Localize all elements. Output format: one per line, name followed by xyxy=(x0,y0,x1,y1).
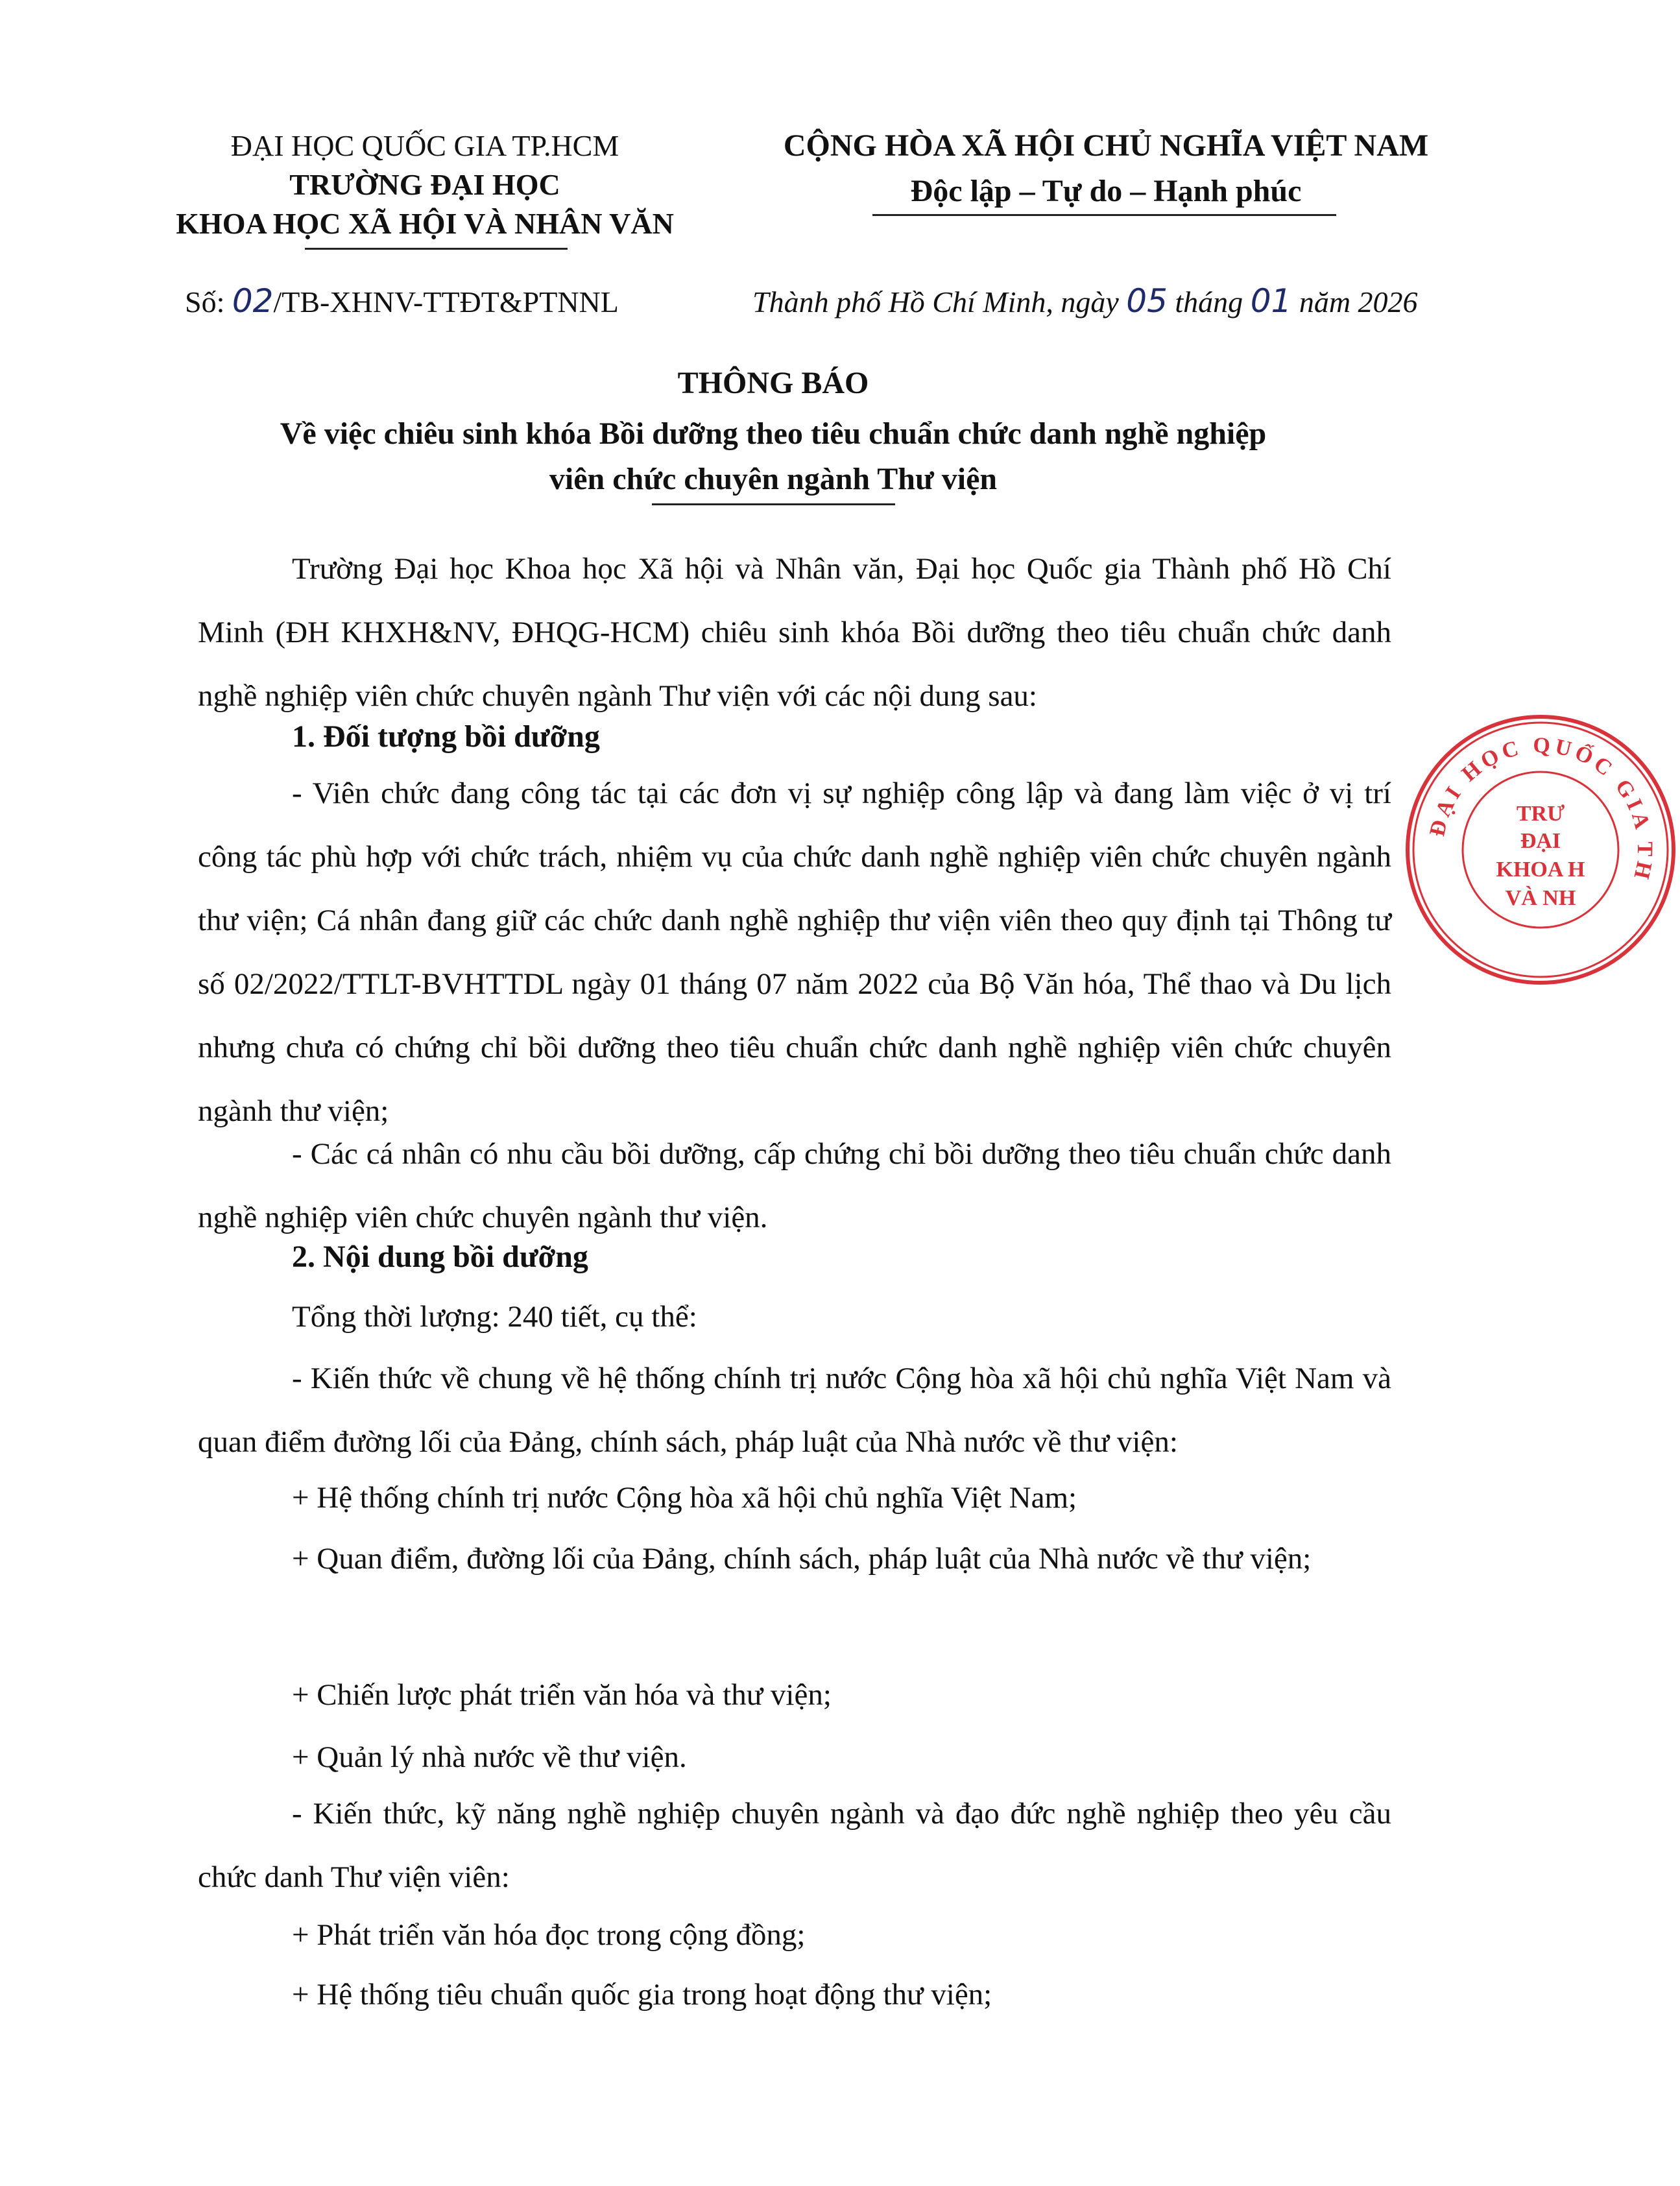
title-underline xyxy=(652,503,895,505)
place-date xyxy=(752,282,1418,320)
doc-number-suffix: /TB-XHNV-TTĐT&PTNNL xyxy=(273,285,619,318)
motto-underline xyxy=(872,214,1336,216)
document-subtitle-line2: viên chức chuyên ngành Thư viện xyxy=(549,462,998,496)
national-title: CỘNG HÒA XÃ HỘI CHỦ NGHĨA VIỆT NAM xyxy=(783,128,1429,163)
issuer-block xyxy=(136,126,714,243)
section2-paragraph1: - Kiến thức về chung về hệ thống chính trị nước Cộng hòa xã hội chủ nghĩa Việt Nam và quan điểm đường lối của Đảng, chính sách, pháp luật của Nhà nước về thư viện: xyxy=(198,1362,1391,1459)
document-title: THÔNG BÁO xyxy=(677,366,869,400)
section2-item3: + Chiến lược phát triển văn hóa và thư viện; xyxy=(292,1678,832,1712)
national-motto: Độc lập – Tự do – Hạnh phúc xyxy=(910,174,1302,208)
official-seal xyxy=(1401,710,1680,989)
section2-item6: + Hệ thống tiêu chuẩn quốc gia trong hoạt động thư viện; xyxy=(292,1978,992,2012)
seal-center-line4: VÀ NH xyxy=(1505,886,1576,910)
seal-center-line3: KHOA H xyxy=(1496,858,1585,882)
doc-number-handwritten: 02 xyxy=(232,282,274,320)
section2-heading: 2. Nội dung bồi dưỡng xyxy=(292,1240,588,1274)
seal-center-line1: TRƯ xyxy=(1516,802,1565,826)
date-year: năm 2026 xyxy=(1291,285,1418,318)
section2-paragraph2: - Kiến thức, kỹ năng nghề nghiệp chuyên ngành và đạo đức nghề nghiệp theo yêu cầu chức danh Thư viện viên: xyxy=(198,1797,1391,1894)
section2-item2: + Quan điểm, đường lối của Đảng, chính sách, pháp luật của Nhà nước về thư viện; xyxy=(292,1542,1312,1576)
document-subtitle-line1: Về việc chiêu sinh khóa Bồi dưỡng theo tiêu chuẩn chức danh nghề nghiệp xyxy=(280,416,1267,451)
seal-center-line2: ĐẠI xyxy=(1520,829,1561,853)
date-prefix: Thành phố Hồ Chí Minh, ngày xyxy=(752,285,1127,318)
issuer-underline xyxy=(305,248,568,250)
section1-paragraph1: - Viên chức đang công tác tại các đơn vị sự nghiệp công lập và đang làm việc ở vị trí công tác phù hợp với chức trách, nhiệm vụ của chức danh nghề nghiệp viên chức chuyên ngành thư viện; Cá nhân đang giữ các chức danh nghề nghiệp thư viện viên theo quy định tại Thông tư số 02/2022/TTLT-BVHTTDL ngày 01 tháng 07 năm 2022 của Bộ Văn hóa, Thể thao và Du lịch nhưng chưa có chứng chỉ bồi dưỡng theo tiêu chuẩn chức danh nghề nghiệp viên chức chuyên ngành thư viện; xyxy=(198,776,1391,1128)
section2-item1: + Hệ thống chính trị nước Cộng hòa xã hội chủ nghĩa Việt Nam; xyxy=(292,1481,1077,1515)
issuer-university: ĐẠI HỌC QUỐC GIA TP.HCM xyxy=(230,129,619,162)
section2-total: Tổng thời lượng: 240 tiết, cụ thể: xyxy=(292,1300,697,1334)
section1-paragraph2: - Các cá nhân có nhu cầu bồi dưỡng, cấp chứng chỉ bồi dưỡng theo tiêu chuẩn chức danh nghề nghiệp viên chức chuyên ngành thư viện. xyxy=(198,1137,1391,1234)
doc-number-prefix: Số: xyxy=(185,285,232,318)
intro-paragraph: Trường Đại học Khoa học Xã hội và Nhân văn, Đại học Quốc gia Thành phố Hồ Chí Minh (ĐH KHXH&NV, ĐHQG-HCM) chiêu sinh khóa Bồi dưỡng theo tiêu chuẩn chức danh nghề nghiệp viên chức chuyên ngành Thư viện với các nội dung sau: xyxy=(198,552,1391,713)
issuer-school-line2: KHOA HỌC XÃ HỘI VÀ NHÂN VĂN xyxy=(176,207,674,240)
date-day: 05 xyxy=(1126,282,1168,320)
date-month: 01 xyxy=(1250,282,1292,320)
seal-ring-text: ĐẠI HỌC QUỐC GIA TH xyxy=(1425,733,1657,885)
date-month-label: tháng xyxy=(1167,285,1251,318)
issuer-school-line1: TRƯỜNG ĐẠI HỌC xyxy=(289,168,560,201)
section1-heading: 1. Đối tượng bồi dưỡng xyxy=(292,719,600,754)
section2-item4: + Quản lý nhà nước về thư viện. xyxy=(292,1740,687,1774)
document-number xyxy=(185,282,619,320)
section2-item5: + Phát triển văn hóa đọc trong cộng đồng; xyxy=(292,1918,806,1952)
